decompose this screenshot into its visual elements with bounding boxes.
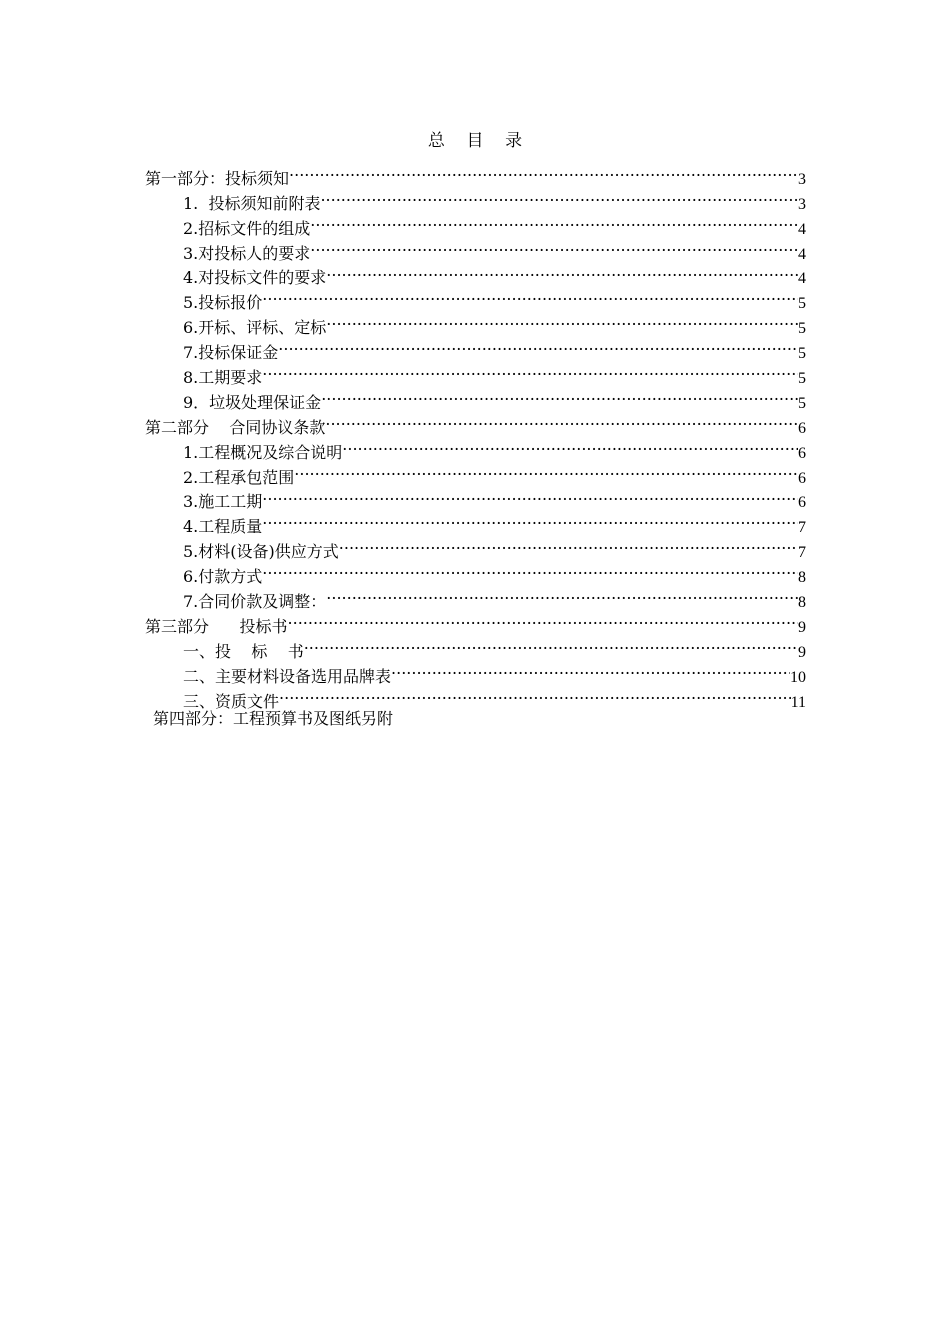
toc-title: 总 目 录 — [427, 131, 523, 151]
toc-dot-leader — [321, 383, 798, 408]
toc-dot-leader — [310, 234, 798, 259]
toc-entry-page-number: 7 — [798, 544, 806, 562]
toc-entry-page-number: 3 — [798, 195, 806, 213]
toc-dot-leader — [342, 433, 798, 458]
toc-entry-label: 一、投 标 书 — [183, 641, 304, 661]
toc-entry-label: 5.投标报价 — [183, 293, 263, 313]
toc-entry-label: 6.付款方式 — [183, 567, 263, 587]
toc-entry-page-number: 8 — [798, 569, 806, 587]
table-of-contents — [145, 159, 806, 711]
toc-entry-label: 5.材料(设备)供应方式 — [183, 542, 339, 562]
toc-entry-page-number: 5 — [798, 370, 806, 388]
toc-entry-label: 1.工程概况及综合说明 — [183, 442, 343, 462]
toc-entry-page-number: 4 — [798, 220, 806, 238]
toc-dot-leader — [339, 532, 798, 557]
toc-dot-leader — [278, 333, 798, 358]
toc-dot-leader — [326, 582, 798, 607]
toc-entry-label: 2.招标文件的组成 — [183, 218, 311, 238]
toc-entry-label: 3.对投标人的要求 — [183, 243, 311, 263]
toc-entry-page-number: 9 — [798, 618, 806, 636]
toc-dot-leader — [262, 507, 798, 532]
toc-entry-label: 1. 投标须知前附表 — [183, 193, 321, 213]
toc-entry-page-number: 4 — [798, 270, 806, 288]
toc-dot-leader — [288, 607, 798, 632]
toc-entry-page-number: 6 — [798, 494, 806, 512]
toc-dot-leader — [279, 682, 791, 707]
toc-dot-leader — [304, 632, 798, 657]
toc-entry-page-number: 4 — [798, 245, 806, 263]
toc-entry-page-number: 8 — [798, 594, 806, 612]
toc-entry-page-number: 5 — [798, 345, 806, 363]
toc-entry-label: 第二部分 合同协议条款 — [145, 417, 326, 437]
toc-entry-page-number: 10 — [790, 668, 806, 686]
toc-entry-label: 7.合同价款及调整： — [183, 592, 327, 612]
toc-entry-page-number: 5 — [798, 320, 806, 338]
toc-entry-page-number: 6 — [798, 419, 806, 437]
toc-entry-label: 6.开标、评标、定标 — [183, 318, 327, 338]
toc-entry-label: 3.施工工期 — [183, 492, 263, 512]
toc-entry-page-number: 5 — [798, 295, 806, 313]
toc-entry-page-number: 5 — [798, 394, 806, 412]
toc-entry-label: 8.工期要求 — [183, 368, 263, 388]
toc-dot-leader — [262, 283, 798, 308]
toc-dot-leader — [262, 483, 798, 508]
toc-dot-leader — [262, 557, 798, 582]
toc-dot-leader — [325, 408, 798, 433]
toc-dot-leader — [289, 159, 798, 184]
toc-dot-leader — [262, 358, 798, 383]
toc-entry-label: 2.工程承包范围 — [183, 467, 295, 487]
toc-entry-label: 二、主要材料设备选用品牌表 — [183, 666, 392, 686]
toc-entry-label: 三、资质文件 — [183, 691, 280, 711]
toc-entry-label: 7.投标保证金 — [183, 343, 279, 363]
toc-dot-leader — [294, 458, 798, 483]
toc-entry-label: 4.工程质量 — [183, 517, 263, 537]
toc-dot-leader — [326, 259, 798, 284]
toc-entry-label: 第一部分：投标须知 — [145, 168, 290, 188]
toc-dot-leader — [320, 184, 798, 209]
toc-entry-label: 第三部分 投标书 — [145, 616, 288, 636]
toc-entry-label: 4.对投标文件的要求 — [183, 268, 327, 288]
toc-entry-page-number: 6 — [798, 469, 806, 487]
toc-dot-leader — [326, 308, 798, 333]
toc-entry-page-number: 7 — [798, 519, 806, 537]
toc-entry-page-number: 11 — [790, 693, 806, 711]
toc-part-four-note: 第四部分：工程预算书及图纸另附 — [153, 709, 394, 728]
toc-entry-page-number: 9 — [798, 643, 806, 661]
toc-entry-page-number: 6 — [798, 444, 806, 462]
toc-entry-label: 9．垃圾处理保证金 — [183, 392, 322, 412]
toc-dot-leader — [391, 657, 790, 682]
toc-entry[interactable] — [145, 159, 806, 188]
toc-entry-page-number: 3 — [798, 170, 806, 188]
toc-dot-leader — [310, 209, 798, 234]
